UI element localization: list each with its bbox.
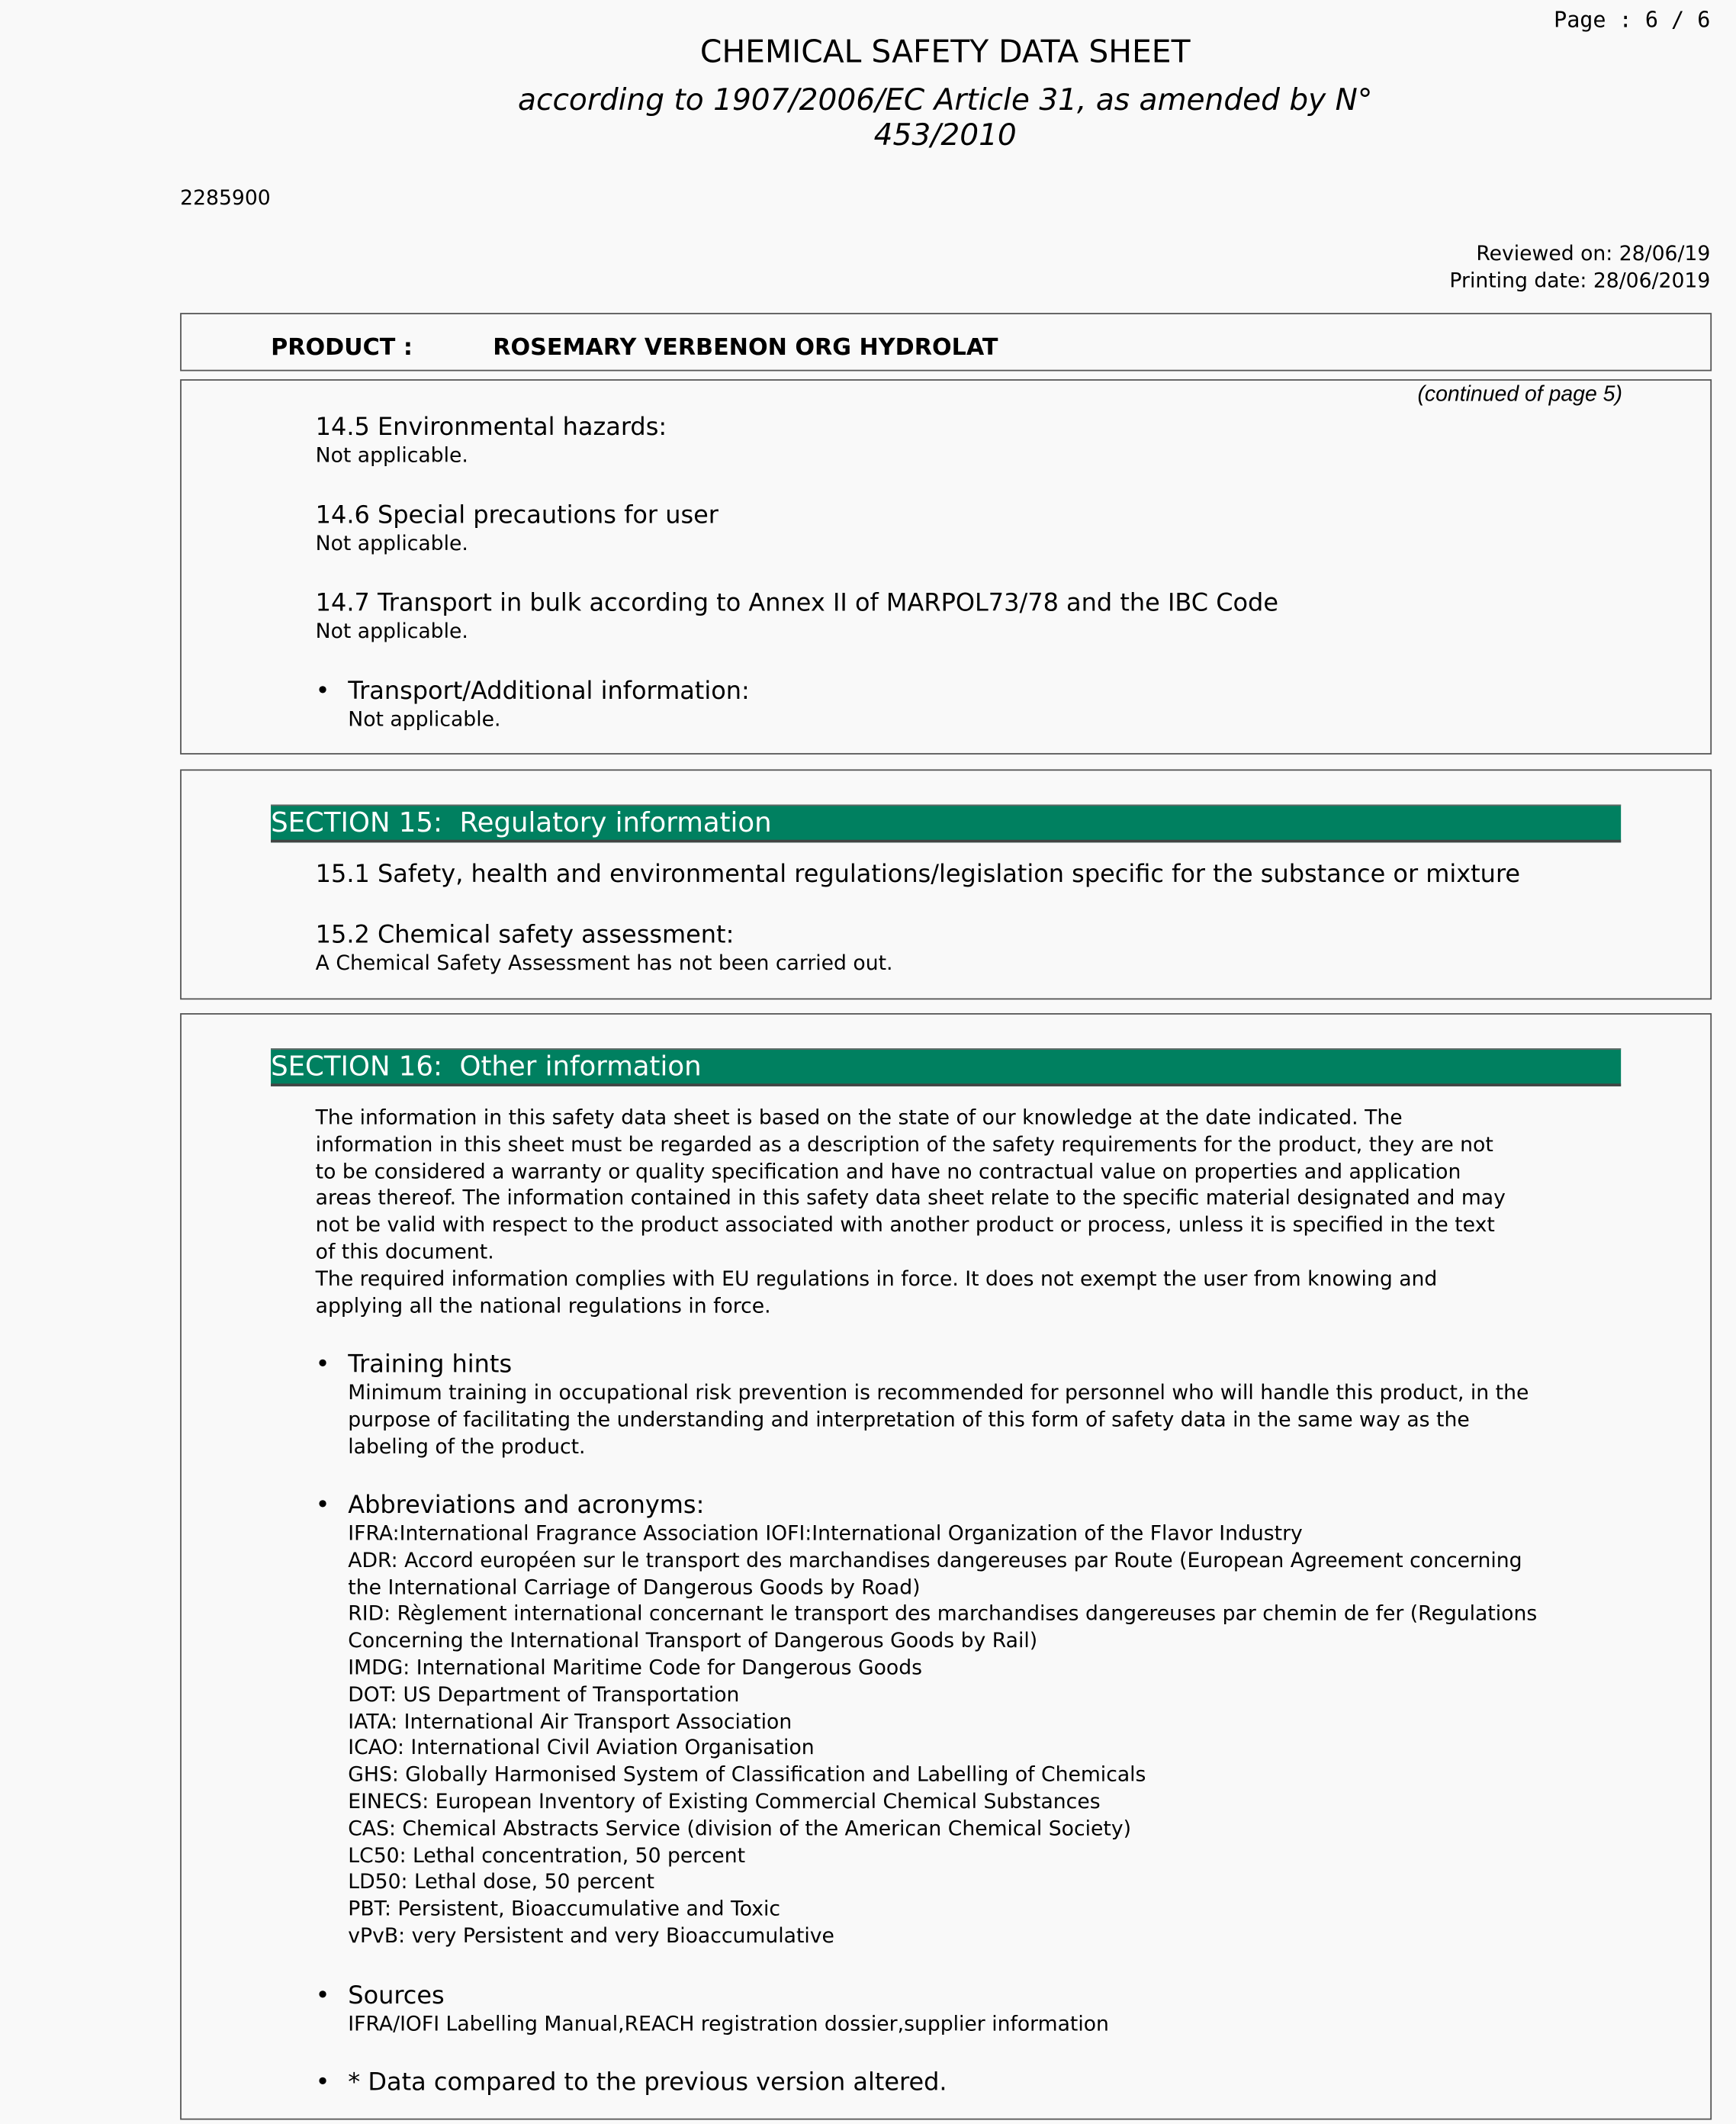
- transport-additional-info: [316, 677, 750, 734]
- abbreviation-line: ADR: Accord européen sur le transport des marchandises dangereuses par Route (European Agreement concerning: [348, 1547, 1522, 1572]
- heading: Abbreviations and acronyms:: [348, 1491, 705, 1520]
- item-14-6: [316, 501, 719, 558]
- item-14-7: [316, 589, 1278, 645]
- abbreviation-line: EINECS: European Inventory of Existing Commercial Chemical Substances: [348, 1789, 1101, 1814]
- abbreviation-list: [348, 1521, 1537, 1950]
- altered-note: [316, 2068, 947, 2098]
- document-subtitle-2: 453/2010: [873, 119, 1017, 153]
- heading: Sources: [348, 1981, 445, 2010]
- abbreviation-line: IATA: International Air Transport Association: [348, 1708, 792, 1733]
- intro-text: [316, 1105, 1506, 1320]
- section-16-header: SECTION 16: Other information: [271, 1048, 1621, 1086]
- bullet-icon: •: [315, 1981, 330, 2010]
- document-number: 2285900: [180, 185, 271, 211]
- abbreviation-line: the International Carriage of Dangerous Goods by Road): [348, 1575, 921, 1600]
- abbreviation-line: PBT: Persistent, Bioaccumulative and Toxic: [348, 1896, 781, 1921]
- item-15-1: 15.1 Safety, health and environmental regulations/legislation specific for the substance or mixture: [315, 860, 1521, 889]
- abbreviation-line: IFRA:International Fragrance Association IOFI:International Organization of the Flavor Industry: [348, 1521, 1303, 1546]
- section-15-header: SECTION 15: Regulatory information: [271, 805, 1621, 843]
- abbreviations: [316, 1492, 1538, 1950]
- sources: [316, 1981, 1109, 2038]
- heading: 14.5 Environmental hazards:: [315, 413, 667, 442]
- line: areas thereof. The information contained in this safety data sheet relate to the specific material designated and may: [315, 1186, 1506, 1211]
- abbreviation-line: GHS: Globally Harmonised System of Classification and Labelling of Chemicals: [348, 1762, 1146, 1788]
- line: The required information complies with EU regulations in force. It does not exempt the user from knowing and: [315, 1266, 1438, 1291]
- bullet-icon: •: [315, 1491, 330, 1520]
- body: Not applicable.: [348, 706, 501, 732]
- training-hints: [316, 1350, 1529, 1461]
- line: not be valid with respect to the product associated with another product or process, unless it is specified in the text: [315, 1212, 1495, 1237]
- heading: 15.2 Chemical safety assessment:: [315, 921, 735, 950]
- abbreviation-line: LD50: Lethal dose, 50 percent: [348, 1869, 654, 1894]
- line: labeling of the product.: [348, 1434, 586, 1459]
- item-15-2: [316, 921, 893, 977]
- abbreviation-line: IMDG: International Maritime Code for Dangerous Goods: [348, 1655, 923, 1680]
- document-subtitle: according to 1907/2006/EC Article 31, as amended by N°: [518, 84, 1373, 118]
- document-title: CHEMICAL SAFETY DATA SHEET: [699, 35, 1191, 71]
- body: Not applicable.: [315, 619, 468, 644]
- section-15-box: [180, 769, 1712, 999]
- abbreviation-line: CAS: Chemical Abstracts Service (division of the American Chemical Society): [348, 1816, 1131, 1841]
- section-14-box: [180, 379, 1712, 755]
- bullet-icon: •: [315, 2068, 330, 2097]
- heading: 14.6 Special precautions for user: [315, 500, 719, 530]
- continued-note: (continued of page 5): [1417, 383, 1622, 407]
- abbreviation-line: vPvB: very Persistent and very Bioaccumulative: [348, 1923, 834, 1948]
- abbreviation-line: LC50: Lethal concentration, 50 percent: [348, 1842, 746, 1868]
- abbreviation-line: RID: Règlement international concernant le transport des marchandises dangereuses par chemin de fer (Regulations: [348, 1601, 1538, 1627]
- body: Not applicable.: [315, 443, 468, 468]
- line: The information in this safety data sheet is based on the state of our knowledge at the date indicated. The: [315, 1105, 1403, 1130]
- body: Not applicable.: [315, 530, 468, 555]
- line: purpose of facilitating the understanding and interpretation of this form of safety data in the same way as the: [348, 1407, 1470, 1432]
- line: applying all the national regulations in force.: [315, 1292, 771, 1318]
- body: IFRA/IOFI Labelling Manual,REACH registration dossier,supplier information: [348, 2011, 1109, 2036]
- reviewed-date: Reviewed on: 28/06/19: [1476, 241, 1711, 266]
- heading: Training hints: [348, 1350, 513, 1379]
- line: to be considered a warranty or quality specification and have no contractual value on properties and application: [315, 1159, 1461, 1183]
- abbreviation-line: DOT: US Department of Transportation: [348, 1682, 740, 1707]
- page-number: Page : 6 / 6: [1554, 6, 1711, 33]
- product-name: ROSEMARY VERBENON ORG HYDROLAT: [493, 334, 998, 362]
- product-box: [180, 313, 1712, 371]
- heading: 14.7 Transport in bulk according to Annex II of MARPOL73/78 and the IBC Code: [315, 589, 1279, 618]
- body: A Chemical Safety Assessment has not been carried out.: [315, 951, 893, 976]
- heading: Transport/Additional information:: [348, 677, 750, 706]
- bullet-icon: •: [315, 1350, 330, 1379]
- abbreviation-line: ICAO: International Civil Aviation Organisation: [348, 1735, 815, 1760]
- product-label: PRODUCT :: [271, 334, 413, 362]
- body: * Data compared to the previous version altered.: [348, 2068, 947, 2097]
- line: of this document.: [315, 1239, 494, 1264]
- section-16-box: [180, 1013, 1712, 2120]
- line: Minimum training in occupational risk prevention is recommended for personnel who will handle this product, in the: [348, 1380, 1529, 1405]
- printing-date: Printing date: 28/06/2019: [1449, 268, 1711, 293]
- abbreviation-line: Concerning the International Transport of Dangerous Goods by Rail): [348, 1628, 1038, 1653]
- line: information in this sheet must be regarded as a description of the safety requirements for the product, they are not: [315, 1131, 1493, 1157]
- bullet-icon: •: [315, 677, 330, 706]
- item-14-5: [316, 413, 667, 469]
